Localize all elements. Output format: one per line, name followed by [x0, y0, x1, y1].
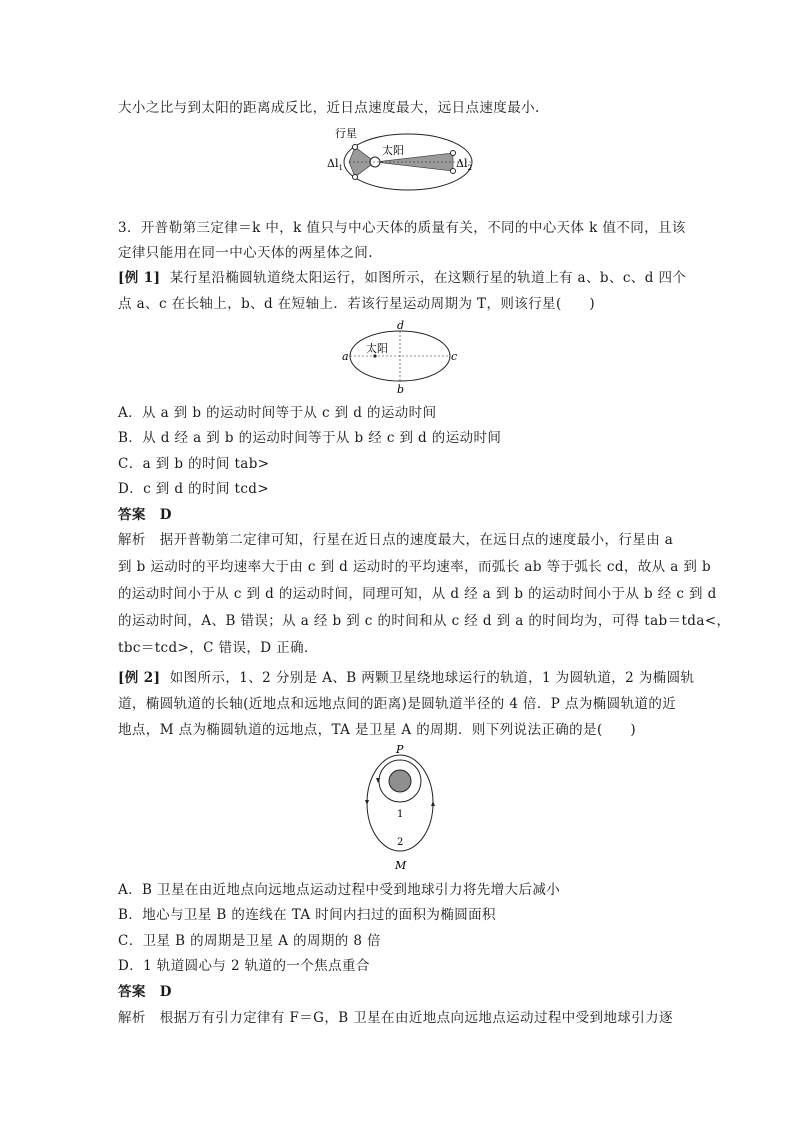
- example2-option-c: C．卫星 B 的周期是卫星 A 的周期的 8 倍: [118, 933, 381, 949]
- example1-analysis-line5: tbc＝tcd>，C 错误，D 正确．: [118, 640, 318, 656]
- point-b-label: b: [397, 383, 405, 396]
- delta-l1-label: $\Delta l_1$: [327, 157, 343, 172]
- point-p-label: P: [396, 745, 404, 756]
- law3-line1: 3．开普勒第三定律＝k 中，k 值只与中心天体的质量有关，不同的中心天体 k 值不同，且该: [118, 220, 686, 236]
- orbit-2-label: 2: [397, 837, 404, 848]
- earth: [389, 770, 411, 792]
- example2-answer: 答案 D: [118, 984, 172, 1000]
- example2-option-b: B．地心与卫星 B 的连线在 TA 时间内扫过的面积为椭圆面积: [118, 907, 496, 923]
- point-a-label: a: [342, 350, 349, 363]
- point-d-label: d: [397, 319, 405, 332]
- example1-analysis-line4: 的运动时间，A、B 错误；从 a 经 b 到 c 的时间和从 c 经 d 到 a 的时间均为，可得 tab＝tda<，: [118, 613, 731, 629]
- example1-analysis-line1: 解析 据开普勒第二定律可知，行星在近日点的速度最大，在远日点的速度最小，行星由 a: [118, 532, 674, 548]
- example1-option-c: C．a 到 b 的时间 tab>: [118, 456, 270, 472]
- example1-question-line2: 点 a、c 在长轴上，b、d 在短轴上．若该行星运动周期为 T，则该行星( ): [118, 296, 596, 312]
- example1-question-line1: [例 1] 某行星沿椭圆轨道绕太阳运行，如图所示，在这颗行星的轨道上有 a、b、c、d 四个: [118, 270, 687, 286]
- example2-option-a: A．B 卫星在由近地点向远地点运动过程中受到地球引力将先增大后减小: [118, 882, 561, 898]
- example1-answer: 答案 D: [118, 507, 172, 523]
- intro-text: 大小之比与到太阳的距离成反比，近日点速度最大，远日点速度最小.: [118, 100, 540, 116]
- example2-question-line1: [例 2] 如图所示，1、2 分别是 A、B 两颗卫星绕地球运行的轨道，1 为圆轨道，2 为椭圆轨: [118, 670, 695, 686]
- example2-question-line2: 道，椭圆轨道的长轴(近地点和远地点间的距离)是圆轨道半径的 4 倍．P 点为椭圆轨道的近: [118, 696, 677, 712]
- example2-tag: [例 2]: [118, 670, 161, 686]
- example1-analysis-line3: 的运动时间小于从 c 到 d 的运动时间，同理可知，从 d 经 a 到 b 的运动时间小于从 b 经 c 到 d: [118, 586, 717, 602]
- example1-orbit-figure: [340, 318, 460, 398]
- example2-orbit-figure: [360, 745, 440, 875]
- kepler-second-law-figure: [325, 122, 485, 192]
- example1-tag: [例 1]: [118, 270, 161, 286]
- example1-analysis-line2: 到 b 运动时的平均速率大于由 c 到 d 运动时的平均速率，而弧长 ab 等于弧长 cd，故从 a 到 b: [118, 559, 712, 575]
- example2-question-line3: 地点，M 点为椭圆轨道的远地点，TA 是卫星 A 的周期．则下列说法正确的是( ): [118, 722, 637, 738]
- sun-label: 太阳: [382, 144, 404, 157]
- planet-dot: [353, 145, 358, 150]
- orbit-1-label: 1: [397, 809, 404, 820]
- planet-label: 行星: [335, 127, 357, 140]
- sun-label: 太阳: [366, 342, 388, 355]
- point-c-label: c: [451, 350, 458, 363]
- example2-analysis-line1: 解析 根据万有引力定律有 F＝G，B 卫星在由近地点向远地点运动过程中受到地球引力逐: [118, 1010, 673, 1026]
- example1-option-a: A．从 a 到 b 的运动时间等于从 c 到 d 的运动时间: [118, 405, 437, 421]
- example1-option-b: B．从 d 经 a 到 b 的运动时间等于从 b 经 c 到 d 的运动时间: [118, 430, 502, 446]
- law3-line2: 定律只能用在同一中心天体的两星体之间.: [118, 245, 373, 261]
- point-m-label: M: [395, 859, 407, 872]
- example2-option-d: D．1 轨道圆心与 2 轨道的一个焦点重合: [118, 958, 370, 974]
- example1-option-d: D．c 到 d 的时间 tcd>: [118, 481, 270, 497]
- delta-l2-label: $\Delta l_2$: [456, 157, 472, 172]
